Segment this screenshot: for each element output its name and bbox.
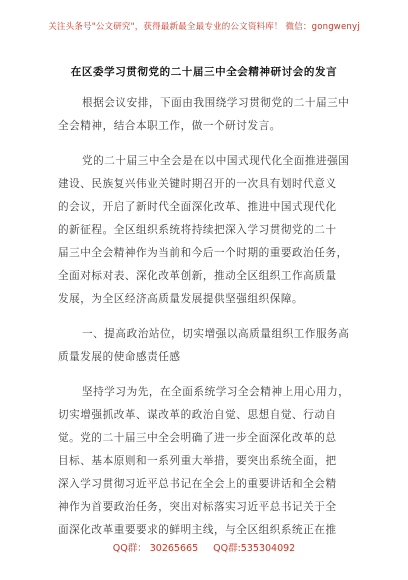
paragraph-intro bbox=[58, 92, 354, 138]
text-line: 目标、基本原则和一系列重大举措，要突出系统全面，把 bbox=[58, 455, 337, 467]
text-line: 的会议，开启了新时代全面深化改革、推进中国式现代化 bbox=[58, 201, 337, 213]
paragraph-study bbox=[58, 381, 354, 542]
text-line: 根据会议安排，下面由我围绕学习贯彻党的二十届三中 bbox=[82, 97, 350, 109]
text-line: 的新征程。全区组织系统将持续把深入学习贯彻党的二十 bbox=[58, 224, 337, 236]
text-line: 觉。党的二十届三中全会明确了进一步全面深化改革的总 bbox=[58, 432, 337, 444]
footer-qq-group-1: QQ群： 30265665 bbox=[112, 543, 199, 554]
text-line: 全会精神，结合本职工作，做一个研讨发言。 bbox=[58, 120, 281, 132]
text-line: 面深化改革重要要求的鲜明主线，与全区组织系统正在推 bbox=[58, 524, 337, 536]
text-line: 发展，为全区经济高质量发展提供坚强组织保障。 bbox=[58, 293, 304, 305]
footer bbox=[0, 540, 408, 554]
footer-qq-group-2: QQ群:535304092 bbox=[213, 543, 296, 554]
text-line: 建设、民族复兴伟业关键时期召开的一次具有划时代意义 bbox=[58, 178, 337, 190]
text-line: 党的二十届三中全会是在以中国式现代化全面推进强国 bbox=[82, 155, 350, 167]
document-title: 在区委学习贯彻党的二十届三中全会精神研讨会的发言 bbox=[70, 66, 338, 78]
paragraph-overview bbox=[58, 150, 354, 311]
header-note: 关注头条号"公文研究"，获得最新最全最专业的公文资料库！ 微信：gongwenyj bbox=[48, 22, 360, 32]
section-heading-1 bbox=[58, 323, 354, 369]
text-line: 深入学习贯彻习近平总书记在全会上的重要讲话和全会精 bbox=[58, 478, 337, 490]
text-line: 质量发展的使命感责任感 bbox=[58, 351, 181, 363]
text-line: 坚持学习为先，在全面系统学习全会精神上用心用力， bbox=[82, 386, 350, 398]
text-line: 全面对标对表、深化改革创新，推动全区组织工作高质量 bbox=[58, 270, 337, 282]
text-line: 神作为首要政治任务，突出对标落实习近平总书记关于全 bbox=[58, 501, 337, 513]
document-body bbox=[58, 92, 354, 554]
text-line: 一、提高政治站位，切实增强以高质量组织工作服务高 bbox=[82, 328, 350, 340]
text-line: 届三中全会精神作为当前和今后一个时期的重要政治任务， bbox=[58, 247, 348, 259]
text-line: 切实增强抓改革、谋改革的政治自觉、思想自觉、行动自 bbox=[58, 409, 337, 421]
